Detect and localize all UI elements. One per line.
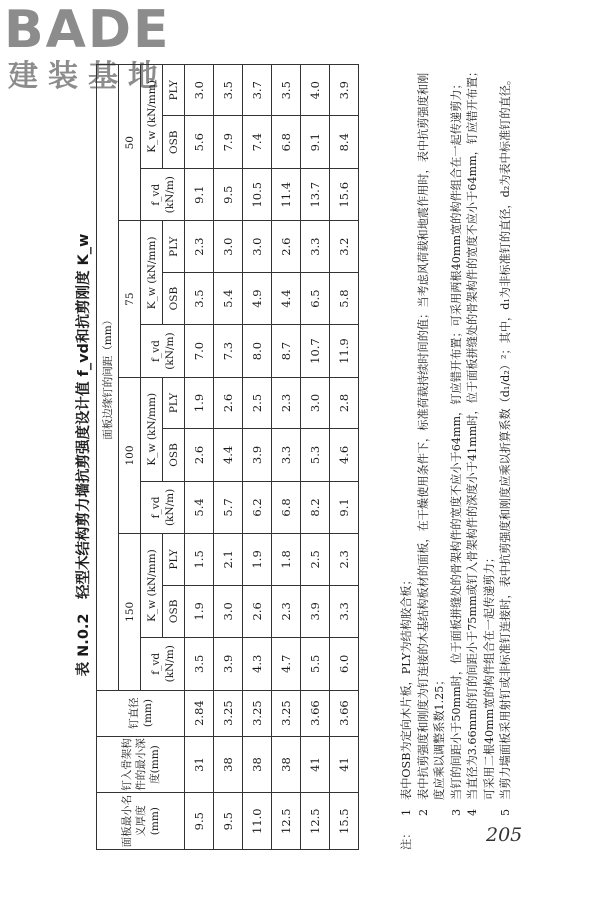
table-cell: 4.4 <box>272 272 301 324</box>
table-cell: 2.3 <box>272 377 301 428</box>
header-spacing-100: 100 <box>119 377 141 533</box>
logo-subtitle: 建装基地 <box>8 59 168 94</box>
table-cell: 41 <box>301 736 330 793</box>
header-kw: K_w (kN/mm) <box>141 534 163 638</box>
table-cell: 8.2 <box>301 481 330 533</box>
header-kw: K_w (kN/mm) <box>141 221 163 325</box>
table-cell: 1.9 <box>243 534 272 585</box>
notes-label: 注： <box>400 827 413 850</box>
table-cell: 5.4 <box>185 481 214 533</box>
table-body <box>185 65 359 850</box>
note-text: 表中抗剪强度和刚度为钉连接的木基结构板材的面板，在干燥使用条件下，标准荷载持续时间的值；当考虑风荷载和地震作用时，表中抗剪强度和刚度应乘以调整系数1.25； <box>416 72 446 800</box>
table-cell: 3.0 <box>301 377 330 428</box>
table-cell: 5.5 <box>301 638 330 690</box>
header-fvd: f_vd (kN/m) <box>141 638 185 690</box>
table-cell: 3.0 <box>243 221 272 272</box>
header-nail-diameter: 钉直径(mm) <box>97 690 185 736</box>
note-item <box>399 64 416 850</box>
table-cell: 4.0 <box>301 65 330 117</box>
table-cell: 10.7 <box>301 325 330 377</box>
table-cell: 7.3 <box>214 325 243 377</box>
rotated-page-content <box>74 60 556 850</box>
table-cell: 15.5 <box>330 793 359 850</box>
table-cell: 3.25 <box>243 690 272 736</box>
table-cell: 4.3 <box>243 638 272 690</box>
table-cell: 7.9 <box>214 116 243 168</box>
table-cell: 2.3 <box>330 534 359 585</box>
header-kw: K_w (kN/mm) <box>141 65 163 169</box>
table-cell: 41 <box>330 736 359 793</box>
table-cell: 3.25 <box>214 690 243 736</box>
table-cell: 3.9 <box>301 585 330 637</box>
table-title: 表 N.0.2 轻型木结构剪力墙抗剪强度设计值 f_vd和抗剪刚度 K_w <box>76 233 92 677</box>
header-osb: OSB <box>163 116 185 168</box>
header-nail-depth: 钉入骨架构件的最小深度(mm) <box>97 736 185 793</box>
table-cell: 5.7 <box>214 481 243 533</box>
table-cell: 3.5 <box>185 638 214 690</box>
table-cell: 2.6 <box>185 429 214 481</box>
header-ply: PLY <box>163 221 185 272</box>
header-kw: K_w (kN/mm) <box>141 377 163 481</box>
table-cell: 9.5 <box>214 168 243 220</box>
table-cell: 3.9 <box>214 638 243 690</box>
table-cell: 3.66 <box>301 690 330 736</box>
note-item <box>416 64 449 850</box>
table-cell: 3.0 <box>185 65 214 117</box>
table-cell: 5.4 <box>214 272 243 324</box>
table-row <box>272 65 301 850</box>
table-cell: 6.0 <box>330 638 359 690</box>
table-cell: 38 <box>214 736 243 793</box>
table-cell: 3.3 <box>301 221 330 272</box>
header-osb: OSB <box>163 272 185 324</box>
table-cell: 5.3 <box>301 429 330 481</box>
header-spacing-75: 75 <box>119 221 141 377</box>
table-cell: 38 <box>243 736 272 793</box>
table-cell: 13.7 <box>301 168 330 220</box>
table-cell: 4.4 <box>214 429 243 481</box>
table-cell: 2.8 <box>330 377 359 428</box>
table-cell: 2.5 <box>301 534 330 585</box>
table-cell: 4.6 <box>330 429 359 481</box>
note-item <box>465 64 498 850</box>
note-number: 4 <box>466 808 479 816</box>
table-cell: 9.1 <box>185 168 214 220</box>
header-fvd: f_vd (kN/m) <box>141 168 185 220</box>
table-cell: 3.2 <box>330 221 359 272</box>
table-cell: 3.3 <box>272 429 301 481</box>
table-cell: 3.3 <box>330 585 359 637</box>
table-cell: 1.5 <box>185 534 214 585</box>
table-cell: 11.9 <box>330 325 359 377</box>
table-row <box>301 65 330 850</box>
table-cell: 3.0 <box>214 221 243 272</box>
table-cell: 2.6 <box>272 221 301 272</box>
shear-wall-table <box>96 64 359 850</box>
header-spacing-50: 50 <box>119 65 141 221</box>
table-cell: 11.0 <box>243 793 272 850</box>
table-cell: 15.6 <box>330 168 359 220</box>
table-cell: 1.9 <box>185 377 214 428</box>
table-cell: 5.8 <box>330 272 359 324</box>
table-cell: 2.6 <box>243 585 272 637</box>
table-cell: 8.0 <box>243 325 272 377</box>
table-cell: 3.5 <box>185 272 214 324</box>
table-cell: 6.8 <box>272 481 301 533</box>
header-fvd: f_vd (kN/m) <box>141 325 185 377</box>
header-nail-spacing: 面板边缘钉的间距（mm） <box>97 65 119 691</box>
table-cell: 8.7 <box>272 325 301 377</box>
table-notes <box>399 64 515 850</box>
table-cell: 4.7 <box>272 638 301 690</box>
table-cell: 12.5 <box>301 793 330 850</box>
table-cell: 9.1 <box>301 116 330 168</box>
table-cell: 2.3 <box>272 585 301 637</box>
table-cell: 2.5 <box>243 377 272 428</box>
table-cell: 2.3 <box>185 221 214 272</box>
header-ply: PLY <box>163 65 185 117</box>
table-cell: 11.4 <box>272 168 301 220</box>
table-cell: 3.7 <box>243 65 272 117</box>
table-row <box>243 65 272 850</box>
page-number: 205 <box>486 824 523 846</box>
table-cell: 3.25 <box>272 690 301 736</box>
header-osb: OSB <box>163 585 185 637</box>
table-cell: 3.5 <box>272 65 301 117</box>
note-text: 表中OSB为定向木片板，PLY为结构胶合板； <box>400 574 413 800</box>
table-cell: 9.5 <box>185 793 214 850</box>
table-cell: 3.66 <box>330 690 359 736</box>
table-cell: 9.1 <box>330 481 359 533</box>
note-text: 当钉的间距小于50mm时，位于面板拼缝处的骨架构件的宽度不应小于64mm，钉应错开布置；可采用两根40mm宽的构件组合在一起传递剪力； <box>449 78 463 800</box>
header-ply: PLY <box>163 377 185 428</box>
table-cell: 9.5 <box>214 793 243 850</box>
table-cell: 12.5 <box>272 793 301 850</box>
table-cell: 6.2 <box>243 481 272 533</box>
header-ply: PLY <box>163 534 185 585</box>
table-cell: 3.0 <box>214 585 243 637</box>
table-cell: 7.4 <box>243 116 272 168</box>
header-spacing-150: 150 <box>119 534 141 690</box>
table-cell: 2.6 <box>214 377 243 428</box>
table-cell: 6.5 <box>301 272 330 324</box>
note-item <box>498 64 515 850</box>
table-cell: 5.6 <box>185 116 214 168</box>
table-cell: 1.9 <box>185 585 214 637</box>
header-panel-thickness: 面板最小名义厚度(mm) <box>97 793 185 850</box>
table-cell: 3.5 <box>214 65 243 117</box>
header-fvd: f_vd (kN/m) <box>141 481 185 533</box>
table-cell: 1.8 <box>272 534 301 585</box>
note-item <box>449 64 466 850</box>
table-row <box>330 65 359 850</box>
note-number: 2 <box>416 808 430 816</box>
table-cell: 3.9 <box>330 65 359 117</box>
note-number: 3 <box>449 808 463 816</box>
table-cell: 6.8 <box>272 116 301 168</box>
note-text: 当直径为3.66mm的钉的间距小于75mm或钉入骨架构件的深度小于41mm时，位于面板拼缝处的骨架构件的宽度不应小于64mm，钉应错开布置；可采用二根40mm宽的构件组合在一起传递剪力； <box>466 65 496 800</box>
logo-wordmark: BADE <box>4 0 171 60</box>
table-cell: 2.84 <box>185 690 214 736</box>
header-osb: OSB <box>163 429 185 481</box>
note-text: 当剪力墙面板采用射钉或非标准钉连接时，表中抗剪强度和刚度应乘以折算系数（d₁/d₂）²；其中，d₁为非标准钉的直径，d₂为表中标准钉的直径。 <box>499 73 512 800</box>
table-row <box>185 65 214 850</box>
table-cell: 3.9 <box>243 429 272 481</box>
note-number: 1 <box>400 808 413 816</box>
table-cell: 4.9 <box>243 272 272 324</box>
table-cell: 38 <box>272 736 301 793</box>
table-cell: 8.4 <box>330 116 359 168</box>
table-cell: 10.5 <box>243 168 272 220</box>
table-cell: 2.1 <box>214 534 243 585</box>
table-row <box>214 65 243 850</box>
note-number: 5 <box>499 808 512 816</box>
table-cell: 31 <box>185 736 214 793</box>
table-cell: 7.0 <box>185 325 214 377</box>
